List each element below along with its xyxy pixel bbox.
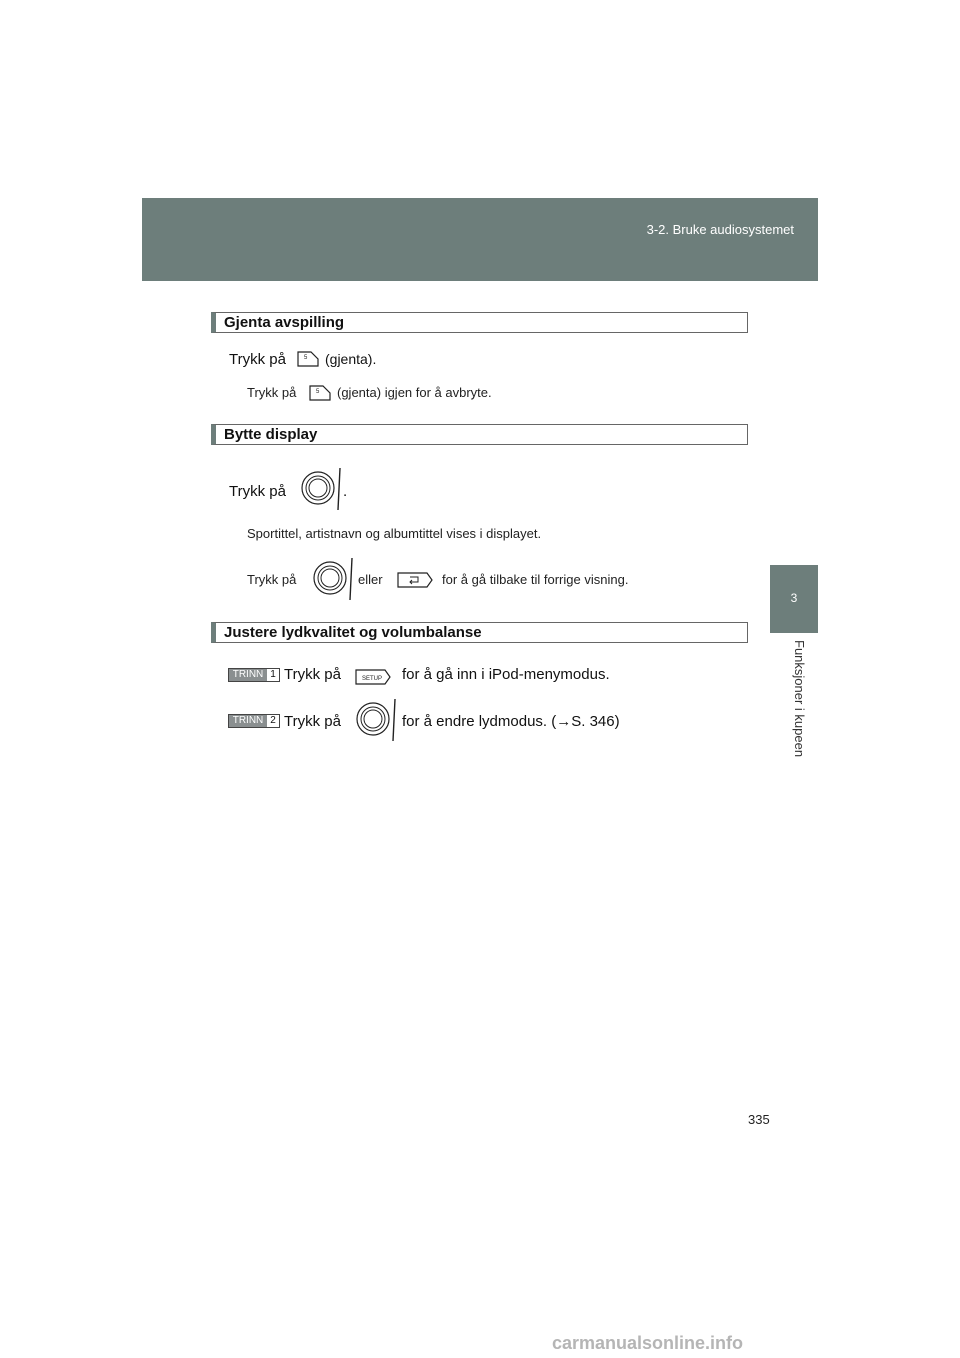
step-1-suffix: for å gå inn i iPod-menymodus. xyxy=(402,666,610,683)
setup-button-label: SETUP xyxy=(362,676,383,682)
breadcrumb: 3-2. Bruke audiosystemet xyxy=(646,222,794,237)
repeat-button-icon xyxy=(297,350,319,368)
chapter-label: Funksjoner i kupeen xyxy=(792,640,807,758)
repeat-instruction-suffix: (gjenta). xyxy=(325,351,377,367)
repeat-button-digit: 5 xyxy=(316,389,320,395)
step-tag-word: TRINN xyxy=(229,669,267,681)
display-back-note-or: eller xyxy=(358,572,383,587)
display-info-note: Sportittel, artistnavn og albumtittel vises i displayet. xyxy=(247,526,542,541)
section-title-repeat: Gjenta avspilling xyxy=(211,312,748,333)
display-instruction-suffix: . xyxy=(343,483,348,500)
repeat-cancel-note-suffix: (gjenta) igjen for å avbryte. xyxy=(337,385,492,400)
step-tag-word: TRINN xyxy=(229,715,267,727)
tune-knob-icon xyxy=(312,556,358,602)
step-tag-1 xyxy=(228,668,280,682)
setup-button-icon xyxy=(355,668,391,686)
back-button-icon xyxy=(397,571,433,589)
header-band xyxy=(142,198,818,281)
tune-knob-icon xyxy=(355,697,401,743)
repeat-button-digit: 5 xyxy=(304,355,308,361)
step-tag-number: 1 xyxy=(267,669,279,681)
display-instruction-text: Trykk på xyxy=(229,483,286,500)
step-tag-2 xyxy=(228,714,280,728)
step-2-text: Trykk på xyxy=(284,713,341,730)
chapter-tab xyxy=(770,565,818,633)
repeat-cancel-note: Trykk på xyxy=(247,385,297,400)
page-number: 335 xyxy=(748,1112,770,1127)
repeat-instruction-text: Trykk på xyxy=(229,351,286,368)
repeat-button-icon xyxy=(309,384,331,402)
chapter-number: 3 xyxy=(790,591,798,605)
watermark: carmanualsonline.info xyxy=(552,1333,744,1353)
tune-knob-icon xyxy=(300,466,346,512)
step-1-text: Trykk på xyxy=(284,666,341,683)
section-title-sound: Justere lydkvalitet og volumbalanse xyxy=(211,622,748,643)
display-back-note: Trykk på xyxy=(247,572,297,587)
step-tag-number: 2 xyxy=(267,715,279,727)
display-back-note-suffix: for å gå tilbake til forrige visning. xyxy=(442,572,629,587)
section-title-display: Bytte display xyxy=(211,424,748,445)
step-2-suffix: for å endre lydmodus. (→S. 346) xyxy=(402,713,620,730)
